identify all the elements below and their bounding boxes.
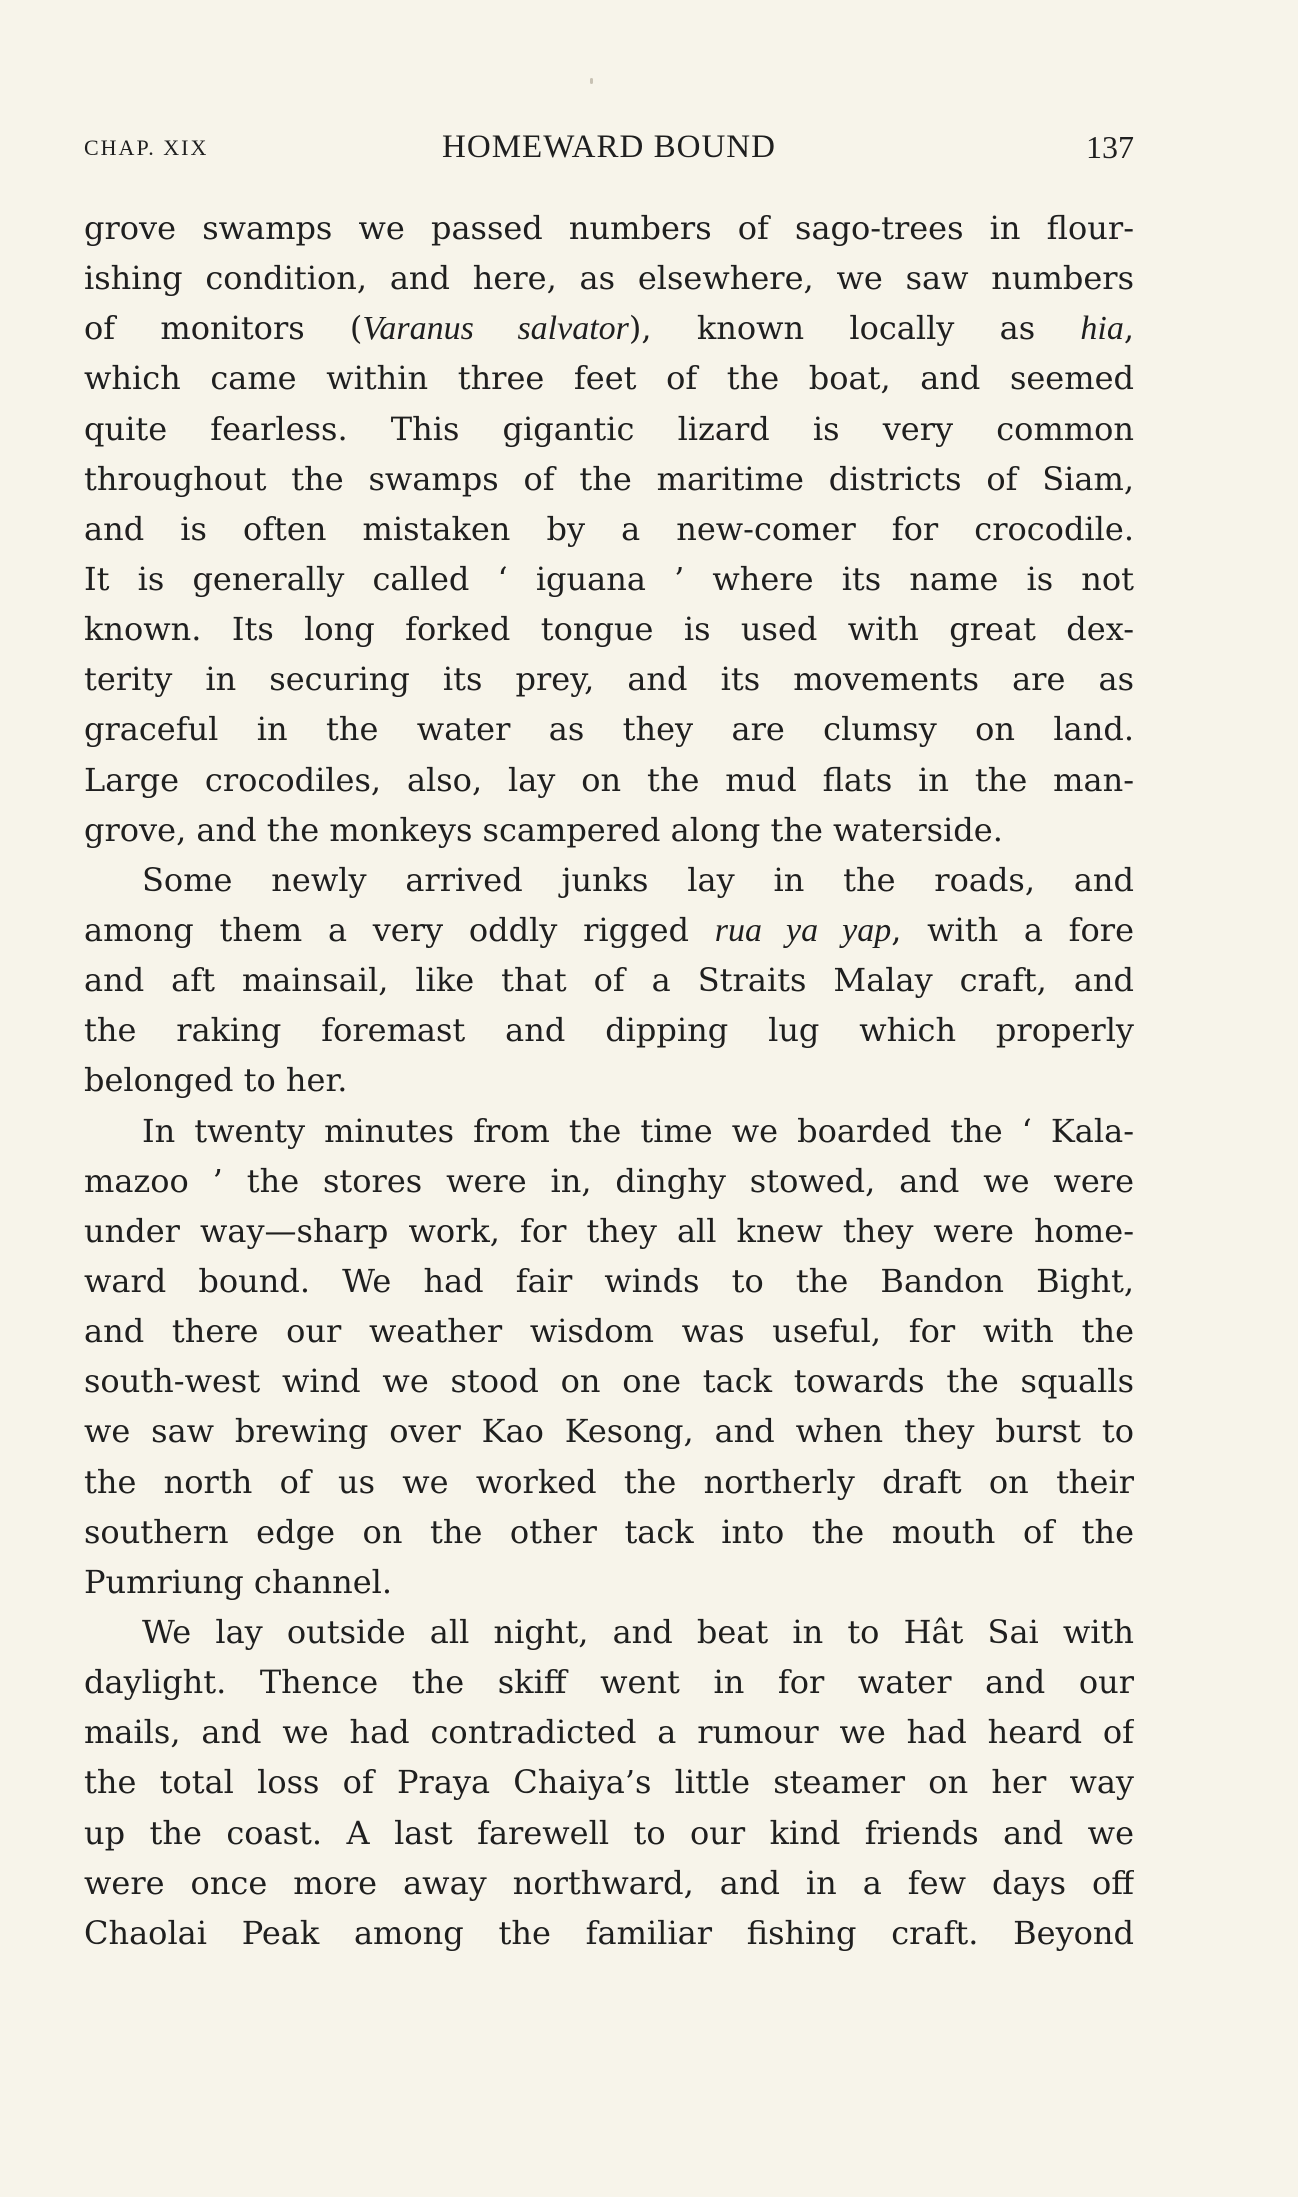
text-line: throughout the swamps of the maritime districts of Siam, xyxy=(84,459,1134,498)
text-line: which came within three feet of the boat, and seemed xyxy=(84,359,1134,398)
text-line: It is generally called ‘ iguana ’ where its name is not xyxy=(84,559,1134,598)
text-line: ward bound. We had fair winds to the Bandon Bight, xyxy=(84,1261,1134,1300)
text-line: mails, and we had contradicted a rumour we had heard of xyxy=(84,1713,1134,1752)
text-line: and there our weather wisdom was useful, for with the xyxy=(84,1312,1134,1351)
text-line: we saw brewing over Kao Kesong, and when they burst to xyxy=(84,1412,1134,1451)
paragraph-start-line: In twenty minutes from the time we boarded the ‘ Kala- xyxy=(142,1111,1134,1150)
text-line: Large crocodiles, also, lay on the mud flats in the man- xyxy=(84,760,1134,799)
text-line: up the coast. A last farewell to our kind friends and we xyxy=(84,1813,1134,1852)
italic-local-name: hia xyxy=(1080,310,1124,348)
text-line: the total loss of Praya Chaiya’s little steamer on her way xyxy=(84,1763,1134,1802)
text-line: Pumriung channel. xyxy=(84,1562,393,1601)
chapter-label: CHAP. XIX xyxy=(84,135,209,160)
text-line: terity in securing its prey, and its movements are as xyxy=(84,660,1134,699)
text-line: and is often mistaken by a new-comer for crocodile. xyxy=(84,509,1134,548)
text-line: the north of us we worked the northerly draft on their xyxy=(84,1462,1134,1501)
paragraph-start-line: Some newly arrived junks lay in the roads, and xyxy=(142,860,1134,899)
text-line: daylight. Thence the skiff went in for water and our xyxy=(84,1663,1134,1702)
running-head xyxy=(84,129,1134,173)
page-number: 137 xyxy=(1086,129,1134,165)
text-line: south-west wind we stood on one tack towards the squalls xyxy=(84,1362,1134,1401)
paragraph-start-line: We lay outside all night, and beat in to Hât Sai with xyxy=(142,1612,1134,1651)
text-line: were once more away northward, and in a few days off xyxy=(84,1863,1134,1902)
text-line: ishing condition, and here, as elsewhere, we saw numbers xyxy=(84,259,1134,298)
text-line: of monitors (Varanus salvator), known locally as hia, xyxy=(84,309,1134,348)
text-line: known. Its long forked tongue is used with great dex- xyxy=(84,610,1134,649)
running-title: HOMEWARD BOUND xyxy=(442,129,776,165)
text-line: and aft mainsail, like that of a Straits Malay craft, and xyxy=(84,961,1134,1000)
text-line: the raking foremast and dipping lug which properly xyxy=(84,1011,1134,1050)
text-line: under way—sharp work, for they all knew they were home- xyxy=(84,1211,1134,1250)
text-line: graceful in the water as they are clumsy on land. xyxy=(84,710,1134,749)
text-line: southern edge on the other tack into the mouth of the xyxy=(84,1512,1134,1551)
text-line: belonged to her. xyxy=(84,1061,348,1100)
text-line: among them a very oddly rigged rua ya yap, with a fore xyxy=(84,910,1134,949)
italic-boat-name: rua ya yap xyxy=(714,911,892,949)
text-line: grove, and the monkeys scampered along the waterside. xyxy=(84,810,1003,849)
text-line: mazoo ’ the stores were in, dinghy stowed, and we were xyxy=(84,1161,1134,1200)
paper-speck xyxy=(590,78,593,84)
italic-species-name: Varanus salvator xyxy=(362,310,629,348)
text-line: grove swamps we passed numbers of sago-trees in flour- xyxy=(84,209,1134,247)
text-line: Chaolai Peak among the familiar fishing craft. Beyond xyxy=(84,1913,1134,1952)
body-text xyxy=(84,203,1134,1958)
text-line: quite fearless. This gigantic lizard is very common xyxy=(84,409,1134,448)
